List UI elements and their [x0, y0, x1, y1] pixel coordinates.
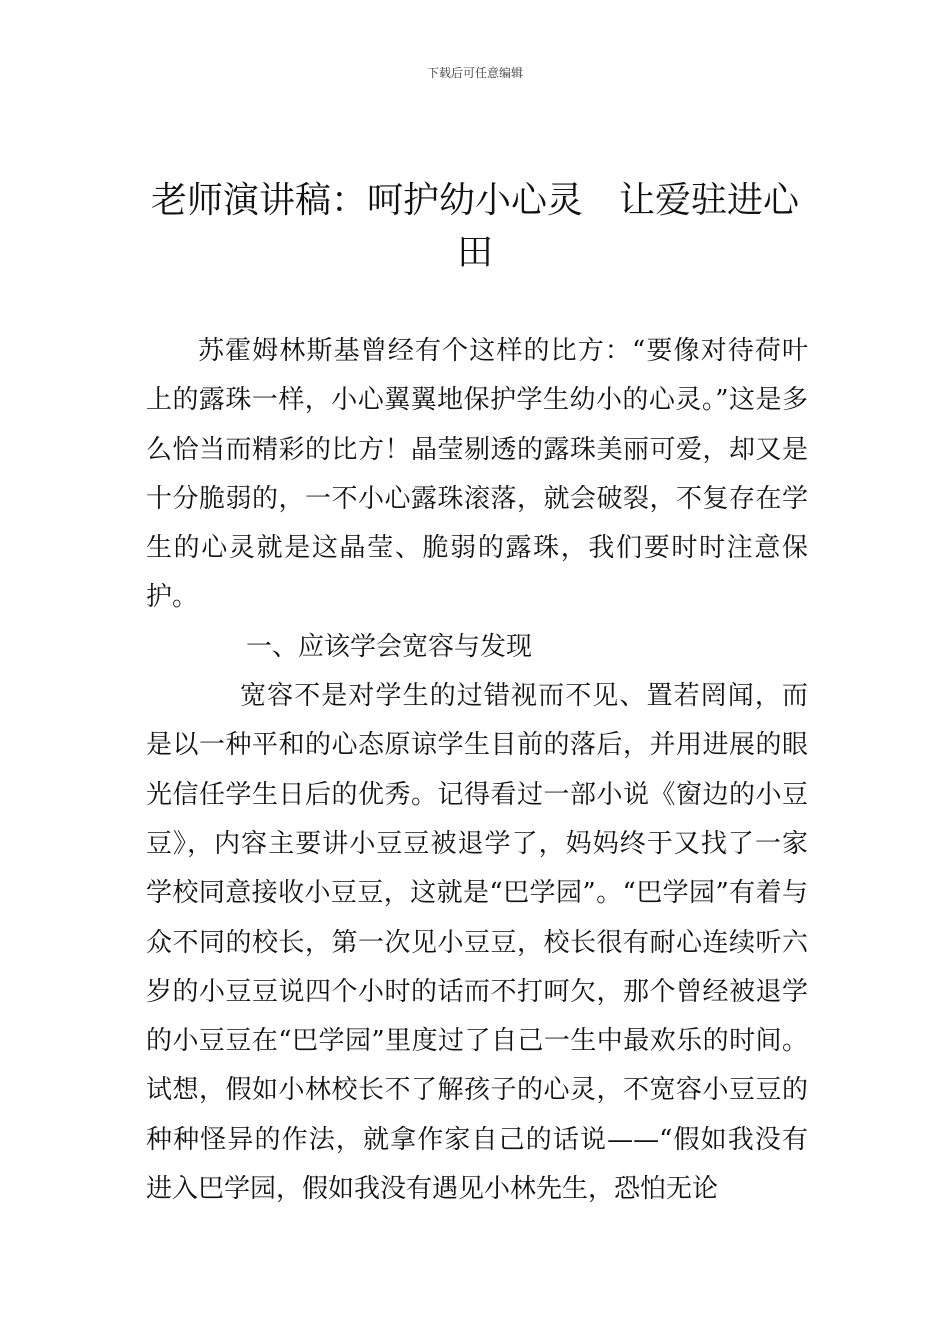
- document-body: [146, 327, 808, 1214]
- paragraph-tolerance: 宽容不是对学生的过错视而不见、置若罔闻，而是以一种平和的心态原谅学生目前的落后，并用进展的眼光信任学生日后的优秀。记得看过一部小说《窗边的小豆豆》，内容主要讲小豆豆被退学了，妈妈终于又找了一家学校同意接收小豆豆，这就是“巴学园”。“巴学园”有着与众不同的校长，第一次见小豆豆，校长很有耐心连续听六岁的小豆豆说四个小时的话而不打呵欠，那个曾经被退学的小豆豆在“巴学园”里度过了自己一生中最欢乐的时间。试想，假如小林校长不了解孩子的心灵，不宽容小豆豆的种种怪异的作法，就拿作家自己的话说——“假如我没有进入巴学园，假如我没有遇见小林先生，恐怕无论: [146, 681, 808, 1205]
- document-title: 老师演讲稿：呵护幼小心灵 让爱驻进心田: [150, 180, 799, 273]
- paragraph-intro: 苏霍姆林斯基曾经有个这样的比方：“要像对待荷叶上的露珠一样，小心翼翼地保护学生幼小的心灵。”这是多么恰当而精彩的比方！晶莹剔透的露珠美丽可爱，却又是十分脆弱的，一不小心露珠滚落，就会破裂，不复存在学生的心灵就是这晶莹、脆弱的露珠，我们要时时注意保护。: [146, 336, 808, 613]
- header-note: 下载后可任意编辑: [426, 66, 523, 80]
- section-heading: 一、应该学会宽容与发现: [246, 631, 533, 662]
